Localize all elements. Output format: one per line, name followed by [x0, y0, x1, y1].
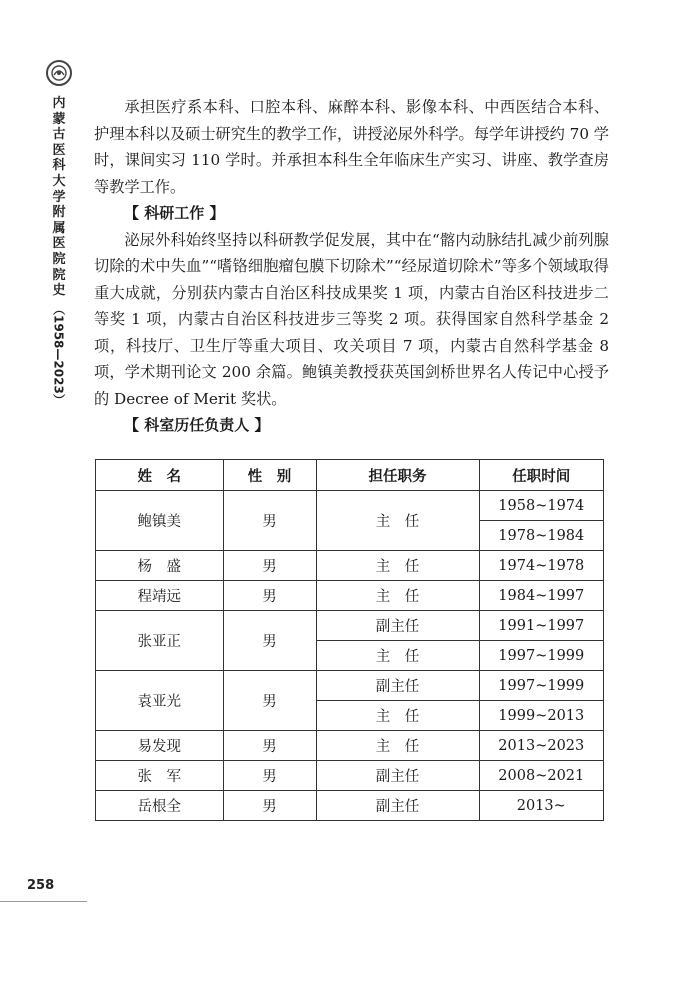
- cell-name: 鲍镇美: [96, 491, 224, 551]
- table-row: [96, 761, 604, 791]
- table-row: [96, 731, 604, 761]
- hospital-emblem-icon: [50, 64, 68, 82]
- teaching-paragraph: 承担医疗系本科、口腔本科、麻醉本科、影像本科、中西医结合本科、护理本科以及硕士研究生的教学工作，讲授泌尿外科学。每学年讲授约 70 学时，课间实习 110 学时。并承担本科生全年临床生产实习、讲座、教学查房等教学工作。: [94, 98, 609, 196]
- cell-role: 副主任: [316, 761, 479, 791]
- leaders-heading: 【 科室历任负责人 】: [124, 416, 270, 434]
- header-role: 担任职务: [316, 460, 479, 491]
- cell-time: 1978~1984: [479, 521, 603, 551]
- cell-sex: 男: [223, 731, 316, 761]
- page-number-rule: [0, 901, 87, 902]
- leaders-table: [95, 459, 604, 821]
- page-number: 258: [27, 878, 55, 893]
- cell-time: 1984~1997: [479, 581, 603, 611]
- header-sex: 性 别: [223, 460, 316, 491]
- cell-time: 2013~: [479, 791, 603, 821]
- header-name: 姓 名: [96, 460, 224, 491]
- research-heading: 【 科研工作 】: [124, 204, 225, 222]
- cell-role: 主 任: [316, 641, 479, 671]
- cell-role: 主 任: [316, 491, 479, 551]
- cell-sex: 男: [223, 611, 316, 671]
- cell-sex: 男: [223, 491, 316, 551]
- cell-role: 主 任: [316, 551, 479, 581]
- cell-role: 主 任: [316, 701, 479, 731]
- cell-sex: 男: [223, 551, 316, 581]
- main-text: [94, 94, 609, 439]
- cell-time: 1997~1999: [479, 671, 603, 701]
- cell-role: 副主任: [316, 671, 479, 701]
- cell-sex: 男: [223, 671, 316, 731]
- table-row: [96, 581, 604, 611]
- cell-name: 张亚正: [96, 611, 224, 671]
- cell-role: 主 任: [316, 731, 479, 761]
- cell-name: 易发现: [96, 731, 224, 761]
- cell-name: 张 军: [96, 761, 224, 791]
- cell-sex: 男: [223, 761, 316, 791]
- table-header-row: [96, 460, 604, 491]
- research-paragraph: 泌尿外科始终坚持以科研教学促发展，其中在“髂内动脉结扎减少前列腺切除的术中失血”“嗜铬细胞瘤包膜下切除术”“经尿道切除术”等多个领域取得重大成就，分别获内蒙古自治区科技成果奖 1 项，内蒙古自治区科技进步二等奖 1 项，内蒙古自治区科技进步三等奖 2 项。获得国家自然科学基金 2 项，科技厅、卫生厅等重大项目、攻关项目 7 项，内蒙古自然科学基金 8 项，学术期刊论文 200 余篇。鲍镇美教授获英国剑桥世界名人传记中心授予的 Decree of Merit 奖状。: [94, 230, 609, 408]
- cell-time: 2013~2023: [479, 731, 603, 761]
- table-row: [96, 551, 604, 581]
- table-row: [96, 791, 604, 821]
- cell-name: 袁亚光: [96, 671, 224, 731]
- header-time: 任职时间: [479, 460, 603, 491]
- hospital-logo: [46, 60, 72, 86]
- cell-time: 1999~2013: [479, 701, 603, 731]
- cell-role: 主 任: [316, 581, 479, 611]
- side-book-title: [50, 96, 68, 406]
- cell-time: 1991~1997: [479, 611, 603, 641]
- cell-name: 杨 盛: [96, 551, 224, 581]
- cell-time: 2008~2021: [479, 761, 603, 791]
- cell-time: 1997~1999: [479, 641, 603, 671]
- cell-name: 程靖远: [96, 581, 224, 611]
- side-title-text: 内蒙古医科大学附属医院院史: [52, 96, 66, 299]
- cell-sex: 男: [223, 791, 316, 821]
- cell-role: 副主任: [316, 791, 479, 821]
- table-row: [96, 491, 604, 521]
- side-title-years: （1958—2023）: [51, 302, 66, 406]
- cell-role: 副主任: [316, 611, 479, 641]
- cell-time: 1974~1978: [479, 551, 603, 581]
- table-row: [96, 611, 604, 641]
- cell-time: 1958~1974: [479, 491, 603, 521]
- table-row: [96, 671, 604, 701]
- cell-sex: 男: [223, 581, 316, 611]
- cell-name: 岳根全: [96, 791, 224, 821]
